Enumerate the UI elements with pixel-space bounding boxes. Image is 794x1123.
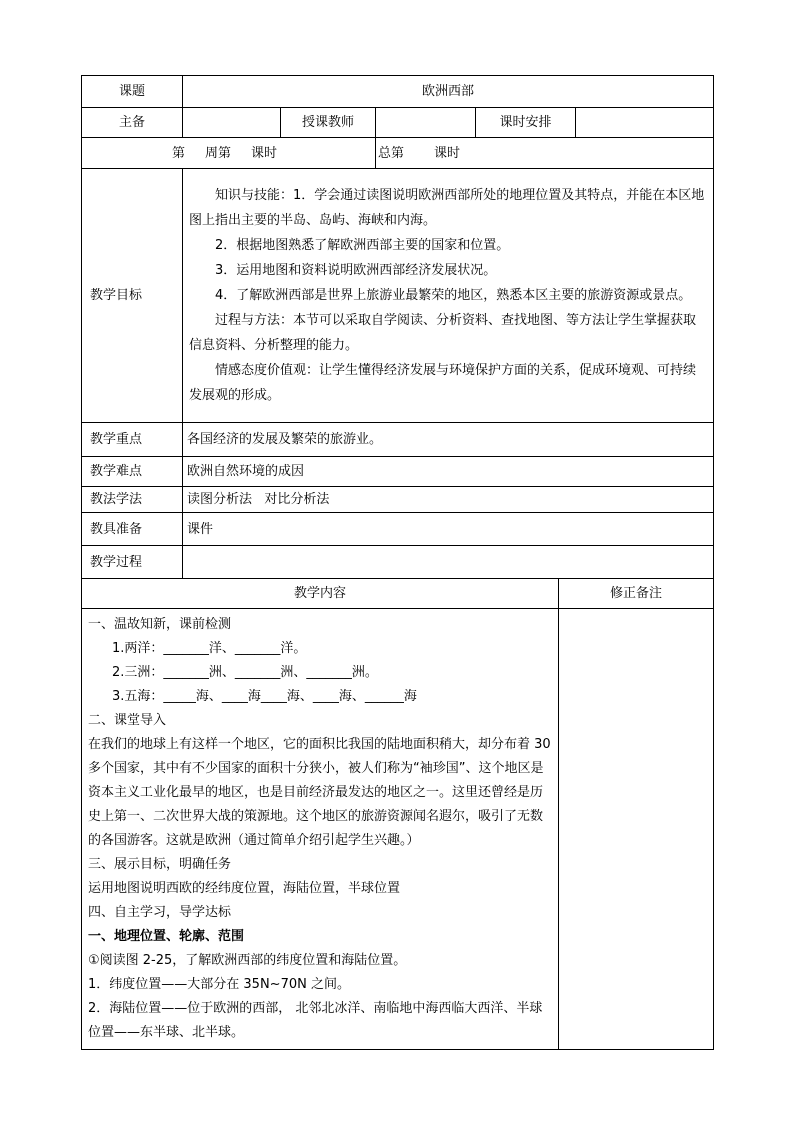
section-goals-text: 运用地图说明西欧的经纬度位置，海陆位置，半球位置 <box>88 881 401 896</box>
lesson-plan-table <box>81 75 714 1050</box>
week-cell <box>82 138 376 169</box>
lecturer-label: 授课教师 <box>281 108 376 138</box>
total-keshi: 课时 <box>434 145 461 161</box>
section-goals-title: 三、展示目标，明确任务 <box>88 857 232 872</box>
section-self-study-title: 四、自主学习，导学达标 <box>88 905 232 920</box>
week-di: 第 <box>172 145 186 161</box>
methods-value: 读图分析法 对比分析法 <box>183 487 714 513</box>
tools-label: 教具准备 <box>82 513 183 546</box>
process-label: 教学过程 <box>82 546 183 579</box>
geo-position-task: ①阅读图 2-25，了解欧洲西部的纬度位置和海陆位置。 <box>88 953 407 968</box>
content-body <box>82 609 559 1050</box>
topic-value: 欧洲西部 <box>183 76 714 108</box>
content-header: 教学内容 <box>82 579 559 609</box>
lead-teacher-value <box>183 108 281 138</box>
process-value <box>183 546 714 579</box>
notes-body <box>559 609 714 1050</box>
week-keshi: 课时 <box>251 145 278 161</box>
objective-2: 2．根据地图熟悉了解欧洲西部主要的国家和位置。 <box>215 238 510 253</box>
objectives-label: 教学目标 <box>82 169 183 423</box>
key-points-value: 各国经济的发展及繁荣的旅游业。 <box>183 423 714 457</box>
review-q1: 1.两洋：_______洋、_______洋。 <box>112 641 307 656</box>
tools-value: 课件 <box>183 513 714 546</box>
review-q2: 2.三洲：_______洲、_______洲、_______洲。 <box>112 665 378 680</box>
difficulties-label: 教学难点 <box>82 457 183 487</box>
schedule-value <box>576 108 714 138</box>
section-review-title: 一、温故知新，课前检测 <box>88 617 232 632</box>
lead-teacher-label: 主备 <box>82 108 183 138</box>
objective-attitude: 情感态度价值观：让学生懂得经济发展与环境保护方面的关系，促成环境观、可持续发展观的形成。 <box>189 363 697 403</box>
land-sea-position: 2．海陆位置——位于欧洲的西部， 北邻北冰洋、南临地中海西临大西洋、半球位置——东半球、北半球。 <box>88 1001 543 1040</box>
topic-label: 课题 <box>82 76 183 108</box>
section-intro-title: 二、课堂导入 <box>88 713 167 728</box>
objective-knowledge: 知识与技能：1．学会通过读图说明欧洲西部所处的地理位置及其特点，并能在本区地图上指出主要的半岛、岛屿、海峡和内海。 <box>189 188 705 228</box>
methods-label: 教法学法 <box>82 487 183 513</box>
week-zhou: 周第 <box>205 145 232 161</box>
difficulties-value: 欧洲自然环境的成因 <box>183 457 714 487</box>
objectives-content <box>183 169 714 423</box>
latitude-position: 1．纬度位置——大部分在 35N~70N 之间。 <box>88 977 350 992</box>
lecturer-value <box>376 108 476 138</box>
objective-3: 3．运用地图和资料说明欧洲西部经济发展状况。 <box>215 263 497 278</box>
total-cell <box>376 138 714 169</box>
total-di: 总第 <box>378 145 405 161</box>
objective-4: 4．了解欧洲西部是世界上旅游业最繁荣的地区，熟悉本区主要的旅游资源或景点。 <box>215 288 692 303</box>
section-intro-text: 在我们的地球上有这样一个地区，它的面积比我国的陆地面积稍大，却分布着 30 多个国家，其中有不少国家的面积十分狭小，被人们称为“袖珍国”、这个地区是资本主义工业化最早的地区，也是目前经济最发达的地区之一。这里还曾经是历史上第一、二次世界大战的策源地。这个地区的旅游资源闻名遐尔，吸引了无数的各国游客。这就是欧洲（通过简单介绍引起学生兴趣。） <box>88 737 551 848</box>
objective-process: 过程与方法：本节可以采取自学阅读、分析资料、查找地图、等方法让学生掌握获取信息资料、分析整理的能力。 <box>189 313 697 353</box>
key-points-label: 教学重点 <box>82 423 183 457</box>
geo-position-heading: 一、地理位置、轮廓、范围 <box>88 929 245 944</box>
schedule-label: 课时安排 <box>476 108 576 138</box>
review-q3: 3.五海：_____海、____海____海、____海、______海 <box>112 689 417 704</box>
notes-header: 修正备注 <box>559 579 714 609</box>
